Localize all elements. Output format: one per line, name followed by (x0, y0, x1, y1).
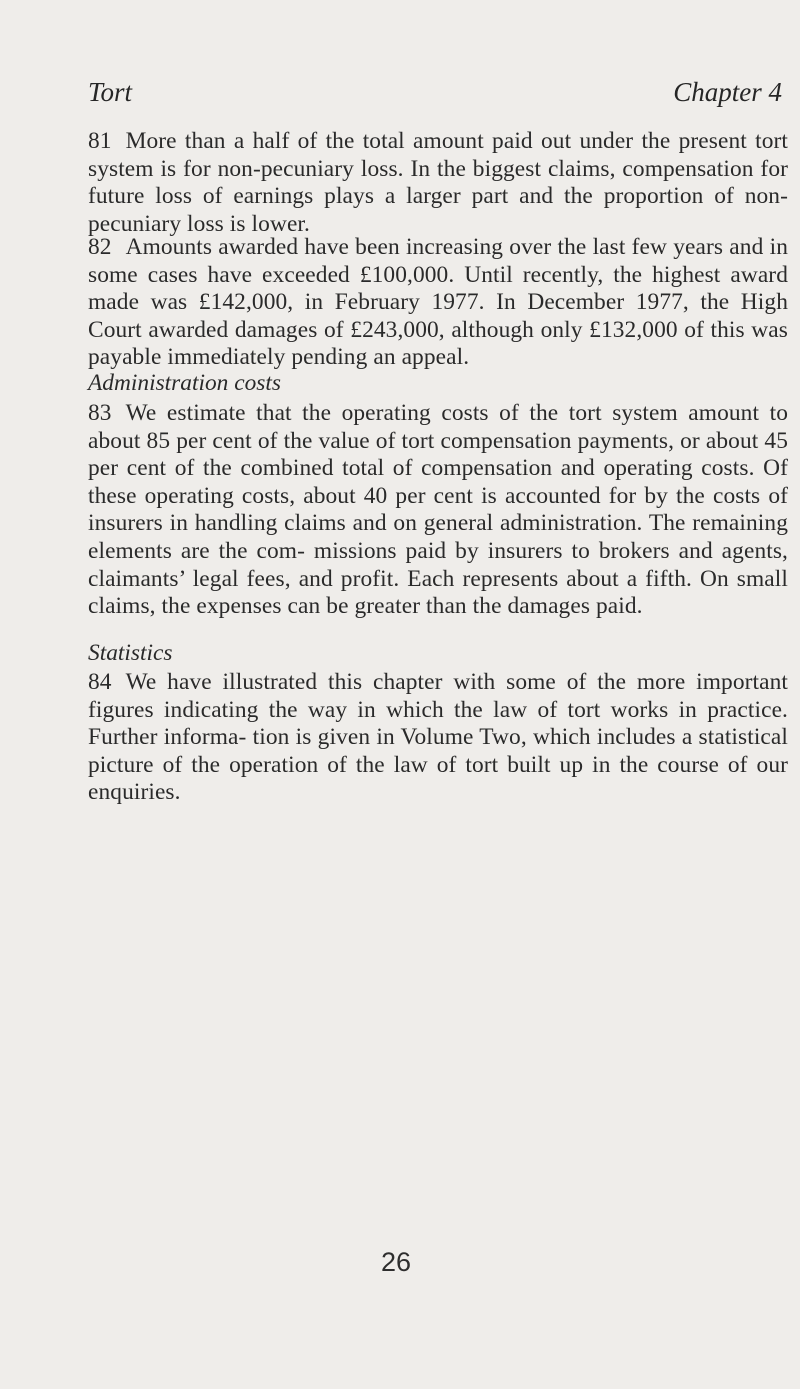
paragraph-84 (88, 669, 788, 807)
paragraph-number: 81 (88, 128, 112, 154)
paragraph-text: We estimate that the operating costs of the tort system amount to about 85 per cent of the value of tort compensation payments, or about 45 per cent of the combined total of compensation and operating costs. Of these operating costs, about 40 per cent is accounted for by the costs of insurers in handling claims and on general administration. The remaining elements are the com- missions paid by insurers to brokers and agents, claimants’ legal fees, and profit. Each represents about a fifth. On small claims, the expenses can be greater than the damages paid. (88, 400, 788, 620)
paragraph-82 (88, 234, 788, 372)
paragraph-number: 83 (88, 400, 112, 426)
paragraph-81 (88, 128, 788, 238)
section-heading-administration-costs: Administration costs (88, 370, 281, 396)
paragraph-text: Amounts awarded have been increasing over the last few years and in some cases have exceeded £100,000. Until recently, the highest award made was £142,000, in February 1977. In December 1977, the High Court awarded damages of £243,000, although only £132,000 of this was payable immediately pending an appeal. (88, 234, 788, 371)
running-header-title: Tort (88, 77, 133, 107)
section-heading-statistics: Statistics (88, 640, 173, 666)
paragraph-number: 84 (88, 669, 112, 695)
paragraph-text: We have illustrated this chapter with some of the more important figures indicating the way in which the law of tort works in practice. Further informa- tion is given in Volume Two, which includes a statistical picture of the operation of the law of tort built up in the course of our enquiries. (88, 669, 788, 806)
paragraph-number: 82 (88, 234, 112, 260)
paragraph-text: More than a half of the total amount paid out under the present tort system is for non-pecuniary loss. In the biggest claims, compensation for future loss of earnings plays a larger part and the proportion of non-pecuniary loss is lower. (88, 128, 788, 237)
running-header-chapter: Chapter 4 (673, 77, 782, 107)
page-number (0, 1246, 800, 1278)
page-number-text: 26 (380, 1247, 412, 1277)
paragraph-83 (88, 400, 788, 621)
